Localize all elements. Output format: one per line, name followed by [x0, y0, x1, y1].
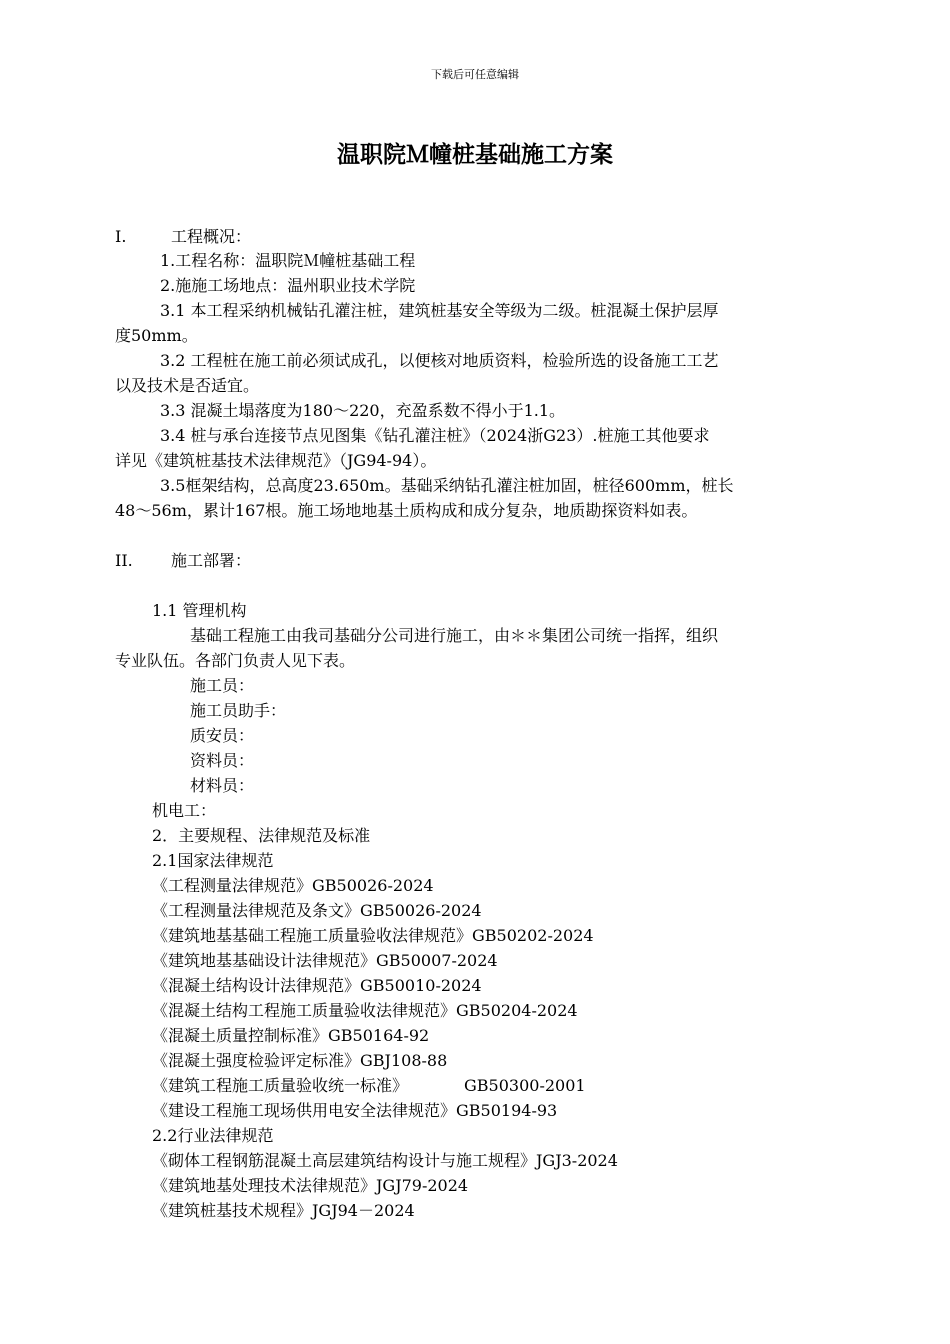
standard-item: 《建设工程施工现场供用电安全法律规范》GB50194-93 [152, 1101, 558, 1120]
standard-item: 《混凝土强度检验评定标准》GBJ108-88 [152, 1051, 448, 1070]
standard-item: 《混凝土结构工程施工质量验收法律规范》GB50204-2024 [152, 1001, 578, 1020]
paragraph-3-5-line-1: 3.5框架结构，总高度23.650m。基础采纳钻孔灌注桩加固，桩径600mm，桩长 [160, 476, 734, 495]
paragraph-3-2-line-1: 3.2 工程桩在施工前必须试成孔，以便核对地质资料，检验所选的设备施工工艺 [160, 351, 719, 370]
project-name: 1.工程名称：温职院Ｍ幢桩基础工程 [160, 251, 416, 270]
standard-item: 《工程测量法律规范及条文》GB50026-2024 [152, 901, 482, 920]
standard-item: 《建筑地基基础工程施工质量验收法律规范》GB50202-2024 [152, 926, 594, 945]
standard-item: 《建筑地基基础设计法律规范》GB50007-2024 [152, 951, 498, 970]
document-title: 温职院Ｍ幢桩基础施工方案 [337, 141, 613, 168]
standards-heading: 2．主要规程、法律规范及标准 [152, 826, 371, 845]
staff-materials: 材料员： [190, 776, 255, 795]
staff-electrician: 机电工： [152, 801, 217, 820]
standard-item-unified [152, 1075, 586, 1097]
paragraph-3-1-line-1: 3.1 本工程采纳机械钻孔灌注桩，建筑桩基安全等级为二级。桩混凝土保护层厚 [160, 301, 719, 320]
project-location: 2.施施工场地点：温州职业技术学院 [160, 276, 416, 295]
staff-safety: 质安员： [190, 726, 255, 745]
section-2-heading [115, 550, 251, 572]
paragraph-3-5-line-2: 48～56m，累计167根。施工场地地基土质构成和成分复杂，地质勘探资料如表。 [115, 501, 698, 520]
staff-assistant: 施工员助手： [190, 701, 287, 720]
national-standards-heading: 2.1国家法律规范 [152, 851, 274, 870]
paragraph-3-1-line-2: 度50mm。 [115, 326, 198, 345]
section-2-title: 施工部署： [171, 551, 252, 570]
section-1-heading [115, 226, 251, 248]
management-paragraph-line-1: 基础工程施工由我司基础分公司进行施工，由＊＊集团公司统一指挥，组织 [190, 626, 719, 645]
standard-item: 《混凝土结构设计法律规范》GB50010-2024 [152, 976, 482, 995]
paragraph-3-4-line-1: 3.4 桩与承台连接节点见图集《钻孔灌注桩》（2024浙G23）.桩施工其他要求 [160, 426, 710, 445]
section-1-title: 工程概况： [171, 227, 252, 246]
paragraph-3-4-line-2: 详见《建筑桩基技术法律规范》（JG94-94）。 [115, 451, 437, 470]
paragraph-3-2-line-2: 以及技术是否适宜。 [115, 376, 260, 395]
staff-constructor: 施工员： [190, 676, 255, 695]
industry-standard-item: 《砌体工程钢筋混凝土高层建筑结构设计与施工规程》JGJ3-2024 [152, 1151, 618, 1170]
section-2-number: II. [115, 551, 133, 570]
staff-records: 资料员： [190, 751, 255, 770]
paragraph-3-3: 3.3 混凝土塌落度为180～220，充盈系数不得小于1.1。 [160, 401, 566, 420]
industry-standard-item: 《建筑地基处理技术法律规范》JGJ79-2024 [152, 1176, 469, 1195]
management-paragraph-line-2: 专业队伍。各部门负责人见下表。 [115, 651, 356, 670]
industry-standards-heading: 2.2行业法律规范 [152, 1126, 274, 1145]
management-heading: 1.1 管理机构 [152, 601, 247, 620]
industry-standard-item: 《建筑桩基技术规程》JGJ94－2024 [152, 1201, 415, 1220]
section-1-number: I. [115, 227, 127, 246]
standard-name: 《建筑工程施工质量验收统一标准》 [152, 1076, 409, 1095]
standard-code: GB50300-2001 [464, 1076, 586, 1095]
standard-item: 《工程测量法律规范》GB50026-2024 [152, 876, 434, 895]
standard-item: 《混凝土质量控制标准》GB50164-92 [152, 1026, 430, 1045]
header-note: 下载后可任意编辑 [431, 68, 519, 81]
